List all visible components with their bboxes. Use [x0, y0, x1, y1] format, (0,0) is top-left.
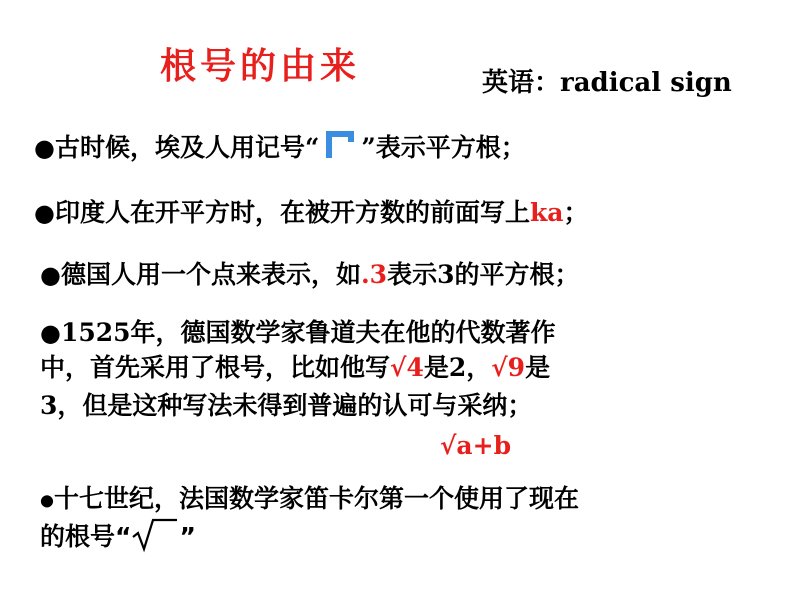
bullet-germany-dot3: .3: [360, 260, 388, 289]
bullet-rudolff-line3: [40, 386, 532, 422]
bullet-egypt-text-before: 古时候，埃及人用记号“: [54, 133, 320, 162]
bullet-rudolff-line2: [40, 348, 550, 384]
bullet-india-ka: ka: [529, 198, 564, 227]
bullet-icon: ●: [40, 260, 61, 289]
bullet-descartes-text-2a: 的根号“: [40, 522, 132, 551]
egyptian-root-symbol-icon: [325, 130, 355, 160]
bullet-rudolff-text-2b: 是2，: [423, 353, 492, 382]
bullet-descartes-text-2b: ”: [179, 522, 196, 551]
bullet-icon: ●: [40, 318, 61, 347]
modern-radical-symbol-icon: [131, 517, 179, 553]
bullet-descartes-text-1: 十七世纪，法国数学家笛卡尔第一个使用了现在: [53, 484, 579, 513]
bullet-egypt-text-after: ”表示平方根；: [361, 133, 526, 162]
bullet-germany-text-c: 的平方根；: [454, 260, 580, 289]
bullet-germany-text-a: 德国人用一个点来表示，如: [60, 260, 361, 289]
bullet-germany-num: 3: [437, 260, 455, 289]
bullet-descartes-line2: [40, 517, 196, 553]
bullet-india-end: ；: [563, 198, 589, 227]
bullet-india-text: 印度人在开平方时，在被开方数的前面写上: [54, 198, 530, 227]
bullet-rudolff-line1: [40, 313, 556, 349]
bullet-icon: ●: [34, 133, 55, 162]
bullet-india: [34, 193, 589, 229]
bullet-egypt: [34, 128, 526, 164]
rudolff-example: √a+b: [440, 431, 512, 460]
bullet-rudolff-sqrt4: √4: [390, 353, 424, 382]
bullet-icon: ●: [34, 198, 55, 227]
bullet-germany: [40, 255, 580, 291]
page-title: 根号的由来: [160, 45, 361, 87]
bullet-descartes-line1: [40, 479, 579, 515]
bullet-rudolff-text-3: 3，但是这种写法未得到普遍的认可与采纳；: [40, 391, 533, 420]
english-term: 英语：radical sign: [482, 68, 732, 98]
bullet-rudolff-text-1: 1525年，德国数学家鲁道夫在他的代数著作: [60, 318, 556, 347]
bullet-germany-text-b: 表示: [387, 260, 438, 289]
bullet-rudolff-sqrt9: √9: [491, 353, 526, 382]
bullet-rudolff-text-2c: 是: [525, 353, 551, 382]
bullet-icon: ●: [40, 490, 54, 510]
bullet-rudolff-text-2a: 中，首先采用了根号，比如他写: [40, 353, 391, 382]
